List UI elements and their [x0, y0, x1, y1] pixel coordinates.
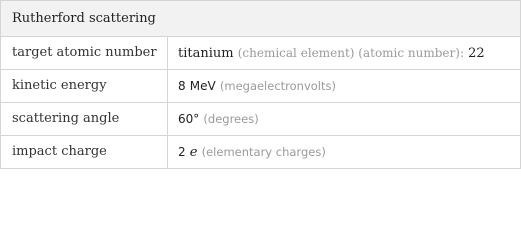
- table-title: Rutherford scattering: [1, 1, 520, 37]
- row-value: [168, 136, 520, 168]
- quantity-value: 8: [178, 79, 186, 93]
- row-label: impact charge: [1, 136, 168, 168]
- row-label: kinetic energy: [1, 70, 168, 102]
- table-row: [1, 37, 520, 70]
- quantity-value: 2: [178, 145, 186, 159]
- row-label: target atomic number: [1, 37, 168, 69]
- table-row: [1, 103, 520, 136]
- unit-description: (megaelectronvolts): [219, 79, 336, 93]
- quantity-value: 60°: [178, 112, 200, 126]
- result-value: 22: [468, 46, 485, 61]
- unit-description: (degrees): [203, 112, 259, 126]
- unit-description: (elementary charges): [201, 145, 326, 159]
- table-row: [1, 136, 520, 168]
- row-label: scattering angle: [1, 103, 168, 135]
- element-name: titanium: [178, 46, 234, 61]
- qualifier-text: (chemical element) (atomic number):: [237, 46, 464, 60]
- table-row: [1, 70, 520, 103]
- unit-symbol: e: [189, 145, 198, 160]
- row-value: [168, 37, 520, 69]
- row-value: [168, 70, 520, 102]
- unit-symbol: MeV: [189, 79, 216, 93]
- row-value: [168, 103, 520, 135]
